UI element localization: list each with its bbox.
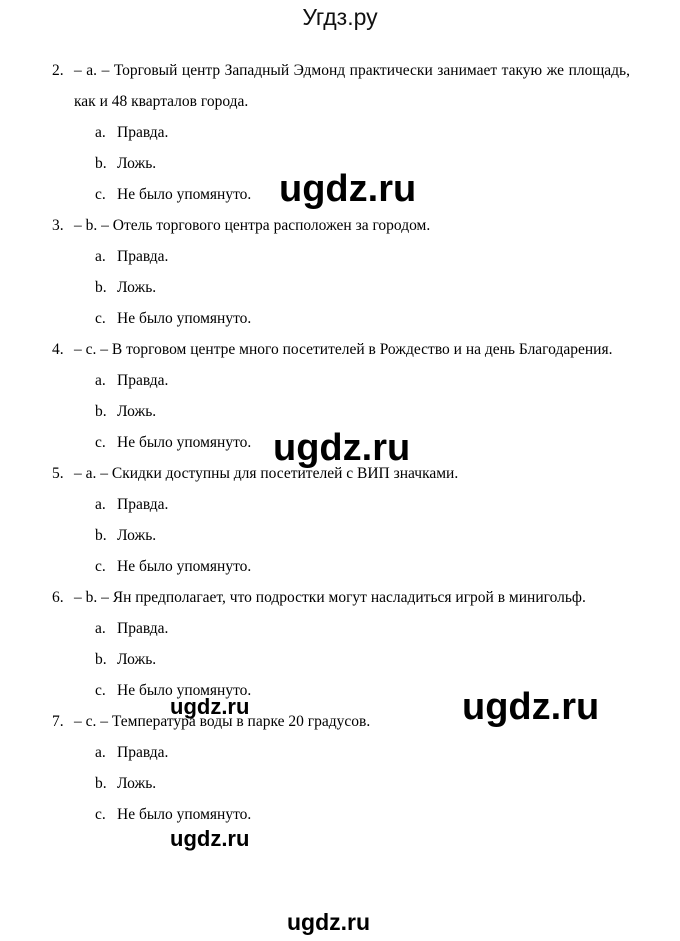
option-list <box>52 489 630 582</box>
option-letter: c. <box>95 186 106 203</box>
question-text: – c. – Температура воды в парке 20 градусов. <box>74 713 371 730</box>
option-text: Правда. <box>117 620 169 637</box>
option-item <box>52 241 630 272</box>
option-item <box>52 365 630 396</box>
option-item <box>52 396 630 427</box>
option-text: Ложь. <box>117 155 157 172</box>
option-letter: a. <box>95 372 106 389</box>
option-item <box>52 799 630 830</box>
option-text: Не было упомянуто. <box>117 434 252 451</box>
option-list <box>52 737 630 830</box>
question-number: 5. <box>52 465 64 482</box>
option-letter: a. <box>95 124 106 141</box>
question-number: 3. <box>52 217 64 234</box>
option-text: Не было упомянуто. <box>117 806 252 823</box>
option-item <box>52 613 630 644</box>
option-item <box>52 768 630 799</box>
option-text: Ложь. <box>117 403 157 420</box>
option-text: Не было упомянуто. <box>117 310 252 327</box>
option-text: Ложь. <box>117 527 157 544</box>
option-item <box>52 520 630 551</box>
question-line <box>52 210 630 241</box>
option-letter: b. <box>95 155 107 172</box>
question-line <box>52 55 630 117</box>
option-text: Ложь. <box>117 651 157 668</box>
option-text: Правда. <box>117 248 169 265</box>
option-item <box>52 489 630 520</box>
question-number: 4. <box>52 341 64 358</box>
option-letter: a. <box>95 248 106 265</box>
option-list <box>52 241 630 334</box>
question-text: – a. – Торговый центр Западный Эдмонд практически занимает такую же площадь, как и 48 кварталов города. <box>74 62 630 110</box>
option-text: Правда. <box>117 744 169 761</box>
option-letter: b. <box>95 279 107 296</box>
option-letter: c. <box>95 558 106 575</box>
question-text: – b. – Отель торгового центра расположен за городом. <box>74 217 431 234</box>
watermark-text: ugdz.ru <box>273 427 411 469</box>
question-3 <box>52 210 630 334</box>
option-text: Правда. <box>117 496 169 513</box>
site-title: Угдз.ру <box>302 4 378 30</box>
question-text: – b. – Ян предполагает, что подростки могут насладиться игрой в минигольф. <box>74 589 586 606</box>
option-letter: b. <box>95 403 107 420</box>
option-letter: c. <box>95 434 106 451</box>
option-text: Не было упомянуто. <box>117 186 252 203</box>
question-line <box>52 334 630 365</box>
option-text: Правда. <box>117 124 169 141</box>
option-letter: c. <box>95 806 106 823</box>
option-text: Не было упомянуто. <box>117 682 252 699</box>
option-text: Ложь. <box>117 279 157 296</box>
option-letter: a. <box>95 744 106 761</box>
option-item <box>52 737 630 768</box>
question-text: – a. – Скидки доступны для посетителей с ВИП значками. <box>74 465 459 482</box>
option-text: Ложь. <box>117 775 157 792</box>
question-line <box>52 582 630 613</box>
option-item <box>52 644 630 675</box>
option-item <box>52 272 630 303</box>
option-item <box>52 117 630 148</box>
watermark-text: ugdz.ru <box>170 826 250 851</box>
option-letter: b. <box>95 775 107 792</box>
option-item <box>52 303 630 334</box>
question-5 <box>52 458 630 582</box>
option-letter: c. <box>95 682 106 699</box>
option-letter: b. <box>95 651 107 668</box>
question-text: – c. – В торговом центре много посетителей в Рождество и на день Благодарения. <box>74 341 613 358</box>
question-number: 6. <box>52 589 64 606</box>
option-letter: c. <box>95 310 106 327</box>
watermark-text: ugdz.ru <box>462 686 600 728</box>
option-text: Правда. <box>117 372 169 389</box>
option-letter: a. <box>95 620 106 637</box>
option-item <box>52 551 630 582</box>
question-number: 7. <box>52 713 64 730</box>
option-text: Не было упомянуто. <box>117 558 252 575</box>
option-letter: b. <box>95 527 107 544</box>
watermark-text: ugdz.ru <box>170 694 250 719</box>
watermark-text: ugdz.ru <box>279 168 417 210</box>
question-number: 2. <box>52 62 64 79</box>
watermark-text: ugdz.ru <box>287 909 371 935</box>
option-letter: a. <box>95 496 106 513</box>
